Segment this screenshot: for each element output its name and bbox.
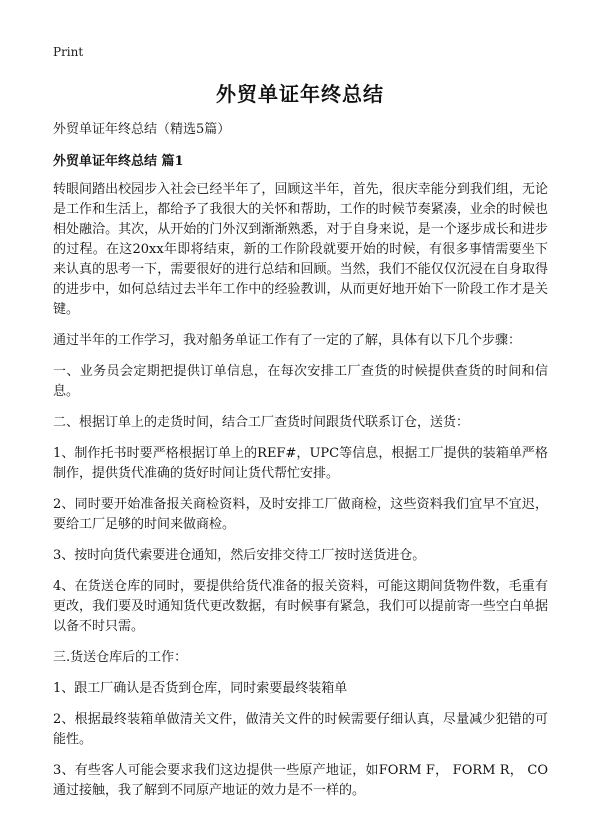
print-link[interactable]: Print xyxy=(53,45,84,59)
document-body xyxy=(53,180,548,812)
section-heading: 外贸单证年终总结 篇1 xyxy=(53,154,184,169)
paragraph-item-3-2: 2、根据最终装箱单做清关文件，做清关文件的时候需要仔细认真，尽量减少犯错的可能性。 xyxy=(53,712,548,747)
paragraph-step-three: 三.货送仓库后的工作： xyxy=(53,650,188,665)
paragraph-steps-intro: 通过半年的工作学习，我对船务单证工作有了一定的了解，具体有以下几个步骤： xyxy=(53,333,522,348)
paragraph-item-3-3: 3、有些客人可能会要求我们这边提供一些原产地证，如FORM F， FORM R， CO通过接触，我了解到不同原产地证的效力是不一样的。 xyxy=(53,763,548,798)
paragraph-item-2-2: 2、同时要开始准备报关商检资料，及时安排工厂做商检，这些资料我们宜早不宜迟，要给工厂足够的时间来做商检。 xyxy=(53,497,548,532)
paragraph-item-2-3: 3、按时向货代索要进仓通知，然后安排交待工厂按时送货进仓。 xyxy=(53,548,426,563)
paragraph-step-one: 一、业务员会定期把提供订单信息，在每次安排工厂查货的时候提供查货的时间和信息。 xyxy=(53,364,548,399)
paragraph-item-2-1: 1、制作托书时要严格根据订单上的REF#，UPC等信息，根据工厂提供的装箱单严格制作，提供货代准确的货好时间让货代帮忙安排。 xyxy=(53,446,548,481)
paragraph-step-two: 二、根据订单上的走货时间，结合工厂查货时间跟货代联系订仓，送货： xyxy=(53,415,470,430)
document-title: 外贸单证年终总结 xyxy=(216,82,384,106)
paragraph-item-2-4: 4、在货送仓库的同时，要提供给货代准备的报关资料，可能这期间货物件数，毛重有更改，我们要及时通知货代更改数据，有时候事有紧急，我们可以提前寄一些空白单据以备不时只需。 xyxy=(53,579,548,634)
paragraph-item-3-1: 1、跟工厂确认是否货到仓库，同时索要最终装箱单 xyxy=(53,681,348,696)
paragraph-intro: 转眼间踏出校园步入社会已经半年了，回顾这半年，首先，很庆幸能分到我们组，无论是工作和生活上，都给予了我很大的关怀和帮助，工作的时候节奏紧凑，业余的时候也相处融洽。其次，从开始的门外汉到渐渐熟悉，对于自身来说，是一个逐步成长和进步的过程。在这20xx年即将结束，新的工作阶段就要开始的时候，有很多事情需要坐下来认真的思考一下，需要很好的进行总结和回顾。当然，我们不能仅仅沉浸在自身取得的进步中，如何总结过去半年工作中的经验教训，从而更好地开始下一阶段工作才是关键。 xyxy=(53,182,548,317)
document-subtitle: 外贸单证年终总结（精选5篇） xyxy=(53,122,231,137)
